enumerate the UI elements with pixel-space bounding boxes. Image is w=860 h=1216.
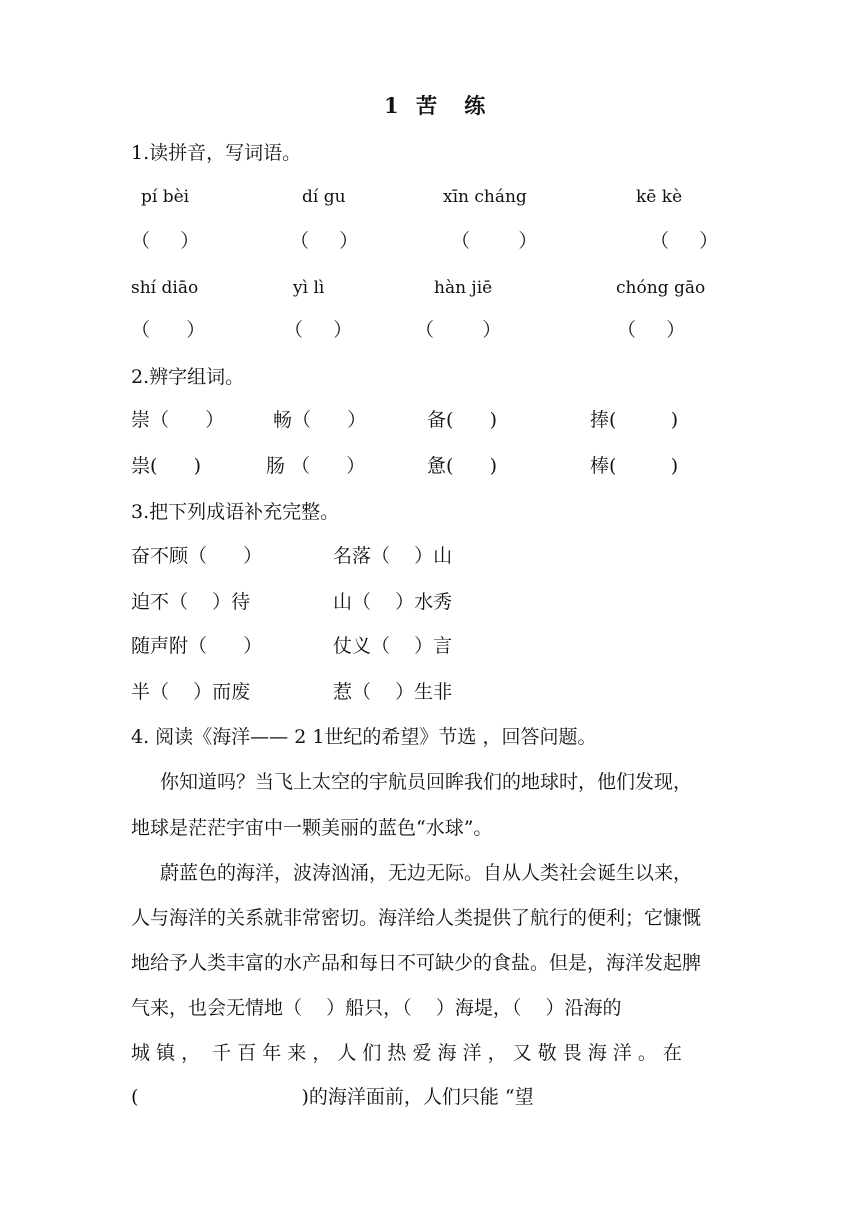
word-group-6[interactable]: 肠 （ ）: [266, 455, 366, 477]
pinyin-7: hàn jiē: [434, 278, 493, 298]
pinyin-2: dí gu: [302, 187, 346, 207]
idiom-3[interactable]: 迫不（ ）待: [131, 591, 251, 613]
answer-blank-5[interactable]: （ ）: [131, 319, 206, 341]
question-1-heading: 1.读拼音，写词语。: [131, 142, 302, 164]
title-number: 1: [384, 93, 399, 118]
answer-blank-8[interactable]: （ ）: [617, 319, 686, 341]
passage-line-5: 地给予人类丰富的水产品和每日不可缺少的食盐。但是，海洋发起脾: [131, 952, 702, 974]
passage-line-7: 城 镇 ， 千 百 年 来 ， 人 们 热 爱 海 洋 ， 又 敬 畏 海 洋 。 在: [131, 1042, 682, 1064]
idiom-1[interactable]: 奋不顾（ ）: [131, 545, 263, 567]
word-group-2[interactable]: 畅（ ）: [273, 409, 367, 431]
word-group-3[interactable]: 备( ): [427, 409, 498, 431]
word-group-8[interactable]: 棒( ): [590, 455, 679, 477]
answer-blank-4[interactable]: （ ）: [650, 230, 719, 252]
question-4-heading: 4. 阅读《海洋—— 2 1世纪的希望》节选 ，回答问题。: [131, 726, 597, 748]
pinyin-6: yì lì: [293, 278, 325, 298]
pinyin-8: chóng gāo: [616, 278, 706, 298]
passage-line-3: 蔚蓝色的海洋，波涛汹涌，无边无际。自从人类社会诞生以来，: [160, 862, 693, 884]
idiom-2[interactable]: 名落（ ）山: [333, 545, 453, 567]
idiom-4[interactable]: 山（ ）水秀: [333, 591, 453, 613]
idiom-7[interactable]: 半（ ）而废: [131, 681, 251, 703]
word-group-1[interactable]: 崇（ ）: [131, 409, 225, 431]
idiom-5[interactable]: 随声附（ ）: [131, 635, 263, 657]
word-group-7[interactable]: 惫( ): [427, 455, 498, 477]
word-group-4[interactable]: 捧( ): [590, 409, 679, 431]
idiom-8[interactable]: 惹（ ）生非: [333, 681, 453, 703]
pinyin-3: xīn cháng: [443, 187, 527, 207]
page-title: 苦 练: [416, 93, 496, 118]
question-3-heading: 3.把下列成语补充完整。: [131, 501, 340, 523]
answer-blank-1[interactable]: （ ）: [131, 230, 200, 252]
pinyin-1: pí bèi: [141, 187, 190, 207]
idiom-6[interactable]: 仗义（ ）言: [333, 635, 453, 657]
passage-line-8[interactable]: ( )的海洋面前，人们只能 “望: [131, 1086, 534, 1108]
passage-line-4: 人与海洋的关系就非常密切。海洋给人类提供了航行的便利；它慷慨: [131, 907, 702, 929]
answer-blank-3[interactable]: （ ）: [451, 230, 538, 252]
pinyin-5: shí diāo: [131, 278, 199, 298]
question-2-heading: 2.辨字组词。: [131, 366, 245, 388]
passage-line-1: 你知道吗？当飞上太空的宇航员回眸我们的地球时，他们发现，: [160, 771, 693, 793]
answer-blank-6[interactable]: （ ）: [284, 319, 353, 341]
word-group-5[interactable]: 祟( ): [131, 455, 202, 477]
pinyin-4: kē kè: [636, 187, 683, 207]
answer-blank-7[interactable]: （ ）: [415, 319, 502, 341]
passage-line-6[interactable]: 气来，也会无情地（ ）船只，（ ）海堤，（ ）沿海的: [131, 997, 622, 1019]
answer-blank-2[interactable]: （ ）: [290, 230, 359, 252]
passage-line-2: 地球是茫茫宇宙中一颗美丽的蓝色“水球”。: [131, 817, 493, 839]
